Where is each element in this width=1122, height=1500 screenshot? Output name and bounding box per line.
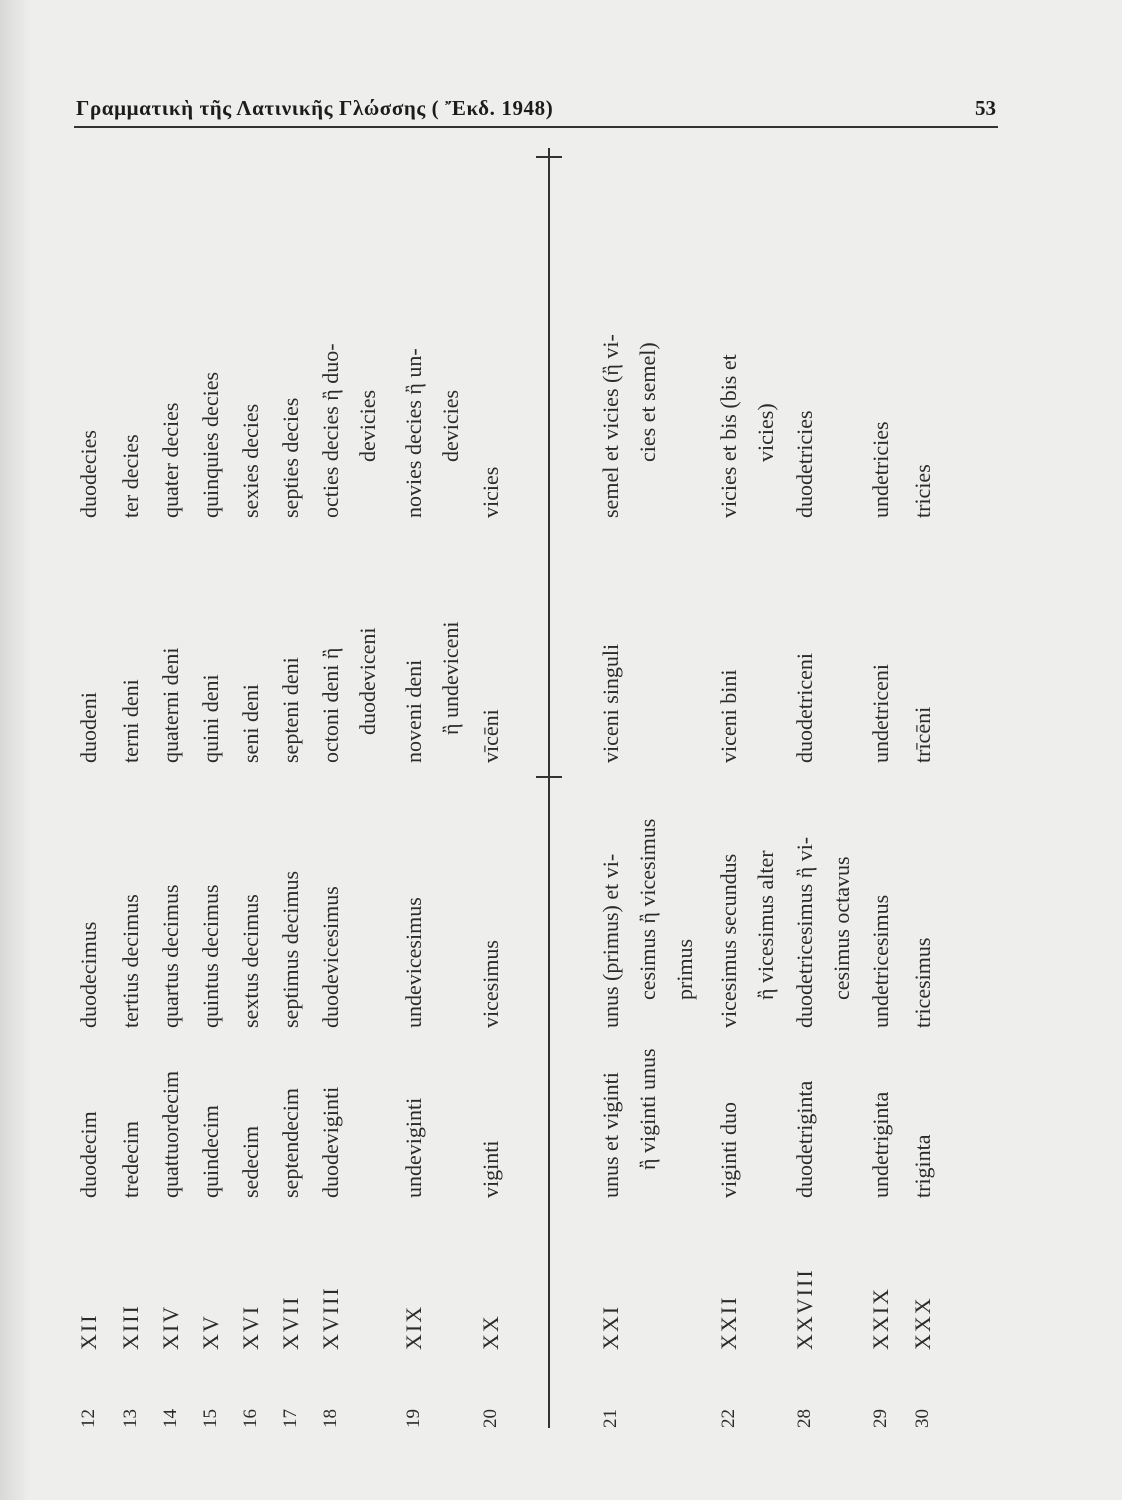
roman-numeral-cell: XV [198,1314,223,1350]
roman-numeral-cell: XXX [910,1296,935,1350]
numeral-adverb-cell [786,278,823,518]
roman-numeral-cell: XXIX [868,1287,893,1350]
ordinal-line: duodecimus [76,921,101,1028]
distributive-cell [272,553,309,763]
numeral-adverb-cell [112,278,149,518]
distributive-line: vīcēni [478,709,503,763]
numeral-adverb-line: quinquies decies [198,371,223,518]
roman-numeral-cell: XVIII [318,1286,343,1350]
numeral-adverb-line: undetricies [868,421,893,518]
roman-numeral-cell: XIV [158,1304,183,1350]
ordinal-cell [192,788,229,1028]
cardinal-line: duodetriginta [792,1080,817,1198]
numeral-adverb-line: vicies [478,466,503,518]
distributive-cell [152,553,189,763]
numeral-adverb-cell [232,278,269,518]
numeral-adverb-line: quater decies [158,402,183,518]
ordinal-cell [152,788,189,1028]
numeral-adverb-line: vicies et bis (bis et [716,354,741,518]
distributive-cell [862,553,899,763]
ordinal-cell [862,788,899,1028]
distributive-cell [312,553,386,763]
row-number-cell: 15 [200,1409,221,1428]
ordinal-cell [710,788,784,1028]
numeral-adverb-cell [70,278,107,518]
cardinal-line: viginti [478,1140,503,1198]
numeral-adverb-line: vicies) [753,403,778,462]
distributive-line: viceni singuli [598,643,623,763]
numerals-table [70,148,1010,1428]
header-rule [74,126,998,128]
ordinal-line: undevicesimus [401,897,426,1028]
divider-tick [536,776,562,778]
ordinal-line: sextus decimus [238,894,263,1028]
numeral-adverb-cell [592,278,666,518]
roman-numeral-cell: XVII [278,1295,303,1350]
numeral-adverb-line: septies decies [278,397,303,518]
cardinal-line: sedecim [238,1125,263,1198]
cardinal-line: unus et viginti [598,1072,623,1198]
cardinal-line: duodeviginti [318,1086,343,1198]
ordinal-line: vicesimus secundus [716,853,741,1028]
numerals-table-rotated [70,148,1010,1428]
distributive-line: duodeviceni [355,627,380,735]
distributive-line: ἢ undeviceni [438,621,463,735]
roman-numeral-cell: XX [478,1314,503,1350]
numeral-adverb-cell [472,278,509,518]
ordinal-cell [472,788,509,1028]
ordinal-line: tricesimus [910,937,935,1028]
distributive-line: septeni deni [278,657,303,763]
cardinal-line: triginta [910,1134,935,1198]
ordinal-cell [592,788,703,1028]
cardinal-line: undetriginta [868,1091,893,1198]
page-number: 53 [975,96,996,120]
row-number-cell: 14 [160,1409,181,1428]
cardinal-line: quindecim [198,1105,223,1198]
distributive-line: seni deni [238,684,263,763]
numeral-adverb-cell [152,278,189,518]
numeral-adverb-line: duodetricies [792,410,817,518]
row-number-cell: 22 [718,1409,739,1428]
roman-numeral-cell: XII [76,1313,101,1350]
ordinal-line: ἢ vicesimus alter [753,850,778,1000]
distributive-cell [472,553,509,763]
numeral-adverb-line: novies decies ἢ un- [401,348,426,518]
roman-numeral-cell: XIX [401,1304,426,1350]
roman-numeral-cell: XXI [598,1304,623,1350]
numeral-adverb-cell [395,278,469,518]
numeral-adverb-line: semel et vicies (ἢ vi- [598,334,623,518]
numeral-adverb-line: octies decies ἢ duo- [318,343,343,518]
numeral-adverb-line: sexies decies [238,403,263,518]
distributive-cell [904,553,941,763]
numeral-adverb-line: tricies [910,464,935,518]
ordinal-cell [232,788,269,1028]
divider-tick [536,156,562,158]
ordinal-line: quartus decimus [158,884,183,1028]
ordinal-line: unus (primus) et vi- [598,853,623,1028]
distributive-cell [112,553,149,763]
cardinal-line: tredecim [118,1121,143,1198]
numeral-adverb-cell [904,278,941,518]
row-number-cell: 19 [403,1409,424,1428]
ordinal-line: cesimus ἢ vicesimus [635,818,660,1000]
numeral-adverb-line: ter decies [118,434,143,518]
distributive-line: duodeni [76,692,101,763]
roman-numeral-cell: XXII [716,1295,741,1350]
ordinal-line: cesimus octavus [829,856,854,1000]
distributive-cell [710,553,747,763]
cardinal-line: viginti duo [716,1102,741,1198]
numeral-adverb-line: cies et semel) [635,342,660,462]
ordinal-cell [272,788,309,1028]
numeral-adverb-line: duodecies [76,430,101,518]
ordinal-cell [786,788,860,1028]
ordinal-line: quintus decimus [198,884,223,1028]
row-number-cell: 20 [480,1409,501,1428]
cardinal-line: quattuordecim [158,1070,183,1198]
ordinal-line: tertius decimus [118,894,143,1028]
ordinal-line: duodevicesimus [318,886,343,1028]
row-number-cell: 28 [794,1409,815,1428]
roman-numeral-cell: XIII [118,1304,143,1350]
distributive-line: quaterni deni [158,647,183,763]
cardinal-line: septendecim [278,1088,303,1198]
numeral-adverb-cell [710,278,784,518]
row-number-cell: 13 [120,1409,141,1428]
row-number-cell: 12 [78,1409,99,1428]
ordinal-line: undetricesimus [868,894,893,1028]
distributive-line: noveni deni [401,659,426,763]
distributive-cell [395,553,469,763]
row-number-cell: 18 [320,1409,341,1428]
numeral-adverb-cell [862,278,899,518]
roman-numeral-cell: XVI [238,1304,263,1350]
ordinal-line: septimus decimus [278,870,303,1028]
ordinal-cell [904,788,941,1028]
distributive-cell [592,553,629,763]
ordinal-cell [112,788,149,1028]
ordinal-cell [70,788,107,1028]
cardinal-line: ἢ viginti unus [635,1048,660,1170]
distributive-cell [70,553,107,763]
row-number-cell: 29 [870,1409,891,1428]
cardinal-line: duodecim [76,1111,101,1198]
distributive-line: duodetriceni [792,653,817,763]
numeral-adverb-line: devicies [438,389,463,462]
distributive-line: trīcēni [910,706,935,763]
ordinal-line: vicesimus [478,940,503,1028]
cardinal-line: undeviginti [401,1097,426,1198]
distributive-line: quini deni [198,674,223,763]
numeral-adverb-cell [192,278,229,518]
distributive-line: octoni deni ἢ [318,647,343,763]
section-divider-rule [548,148,550,1428]
ordinal-cell [395,788,432,1028]
distributive-line: terni deni [118,679,143,763]
distributive-line: viceni bini [716,669,741,763]
distributive-cell [192,553,229,763]
running-title: Γραμματικὴ τῆς Λατινικῆς Γλώσσης ( Ἔκδ. 1948) [76,96,554,120]
numeral-adverb-cell [312,278,386,518]
ordinal-cell [312,788,349,1028]
ordinal-line: primus [672,938,697,1000]
distributive-line: undetriceni [868,664,893,763]
row-number-cell: 21 [600,1409,621,1428]
page-edge-shadow [0,0,30,1500]
ordinal-line: duodetricesimus ἢ vi- [792,836,817,1028]
distributive-cell [232,553,269,763]
numeral-adverb-cell [272,278,309,518]
roman-numeral-cell: XXVIII [792,1268,817,1350]
distributive-cell [786,553,823,763]
row-number-cell: 16 [240,1409,261,1428]
numeral-adverb-line: devicies [355,389,380,462]
row-number-cell: 17 [280,1409,301,1428]
row-number-cell: 30 [912,1409,933,1428]
